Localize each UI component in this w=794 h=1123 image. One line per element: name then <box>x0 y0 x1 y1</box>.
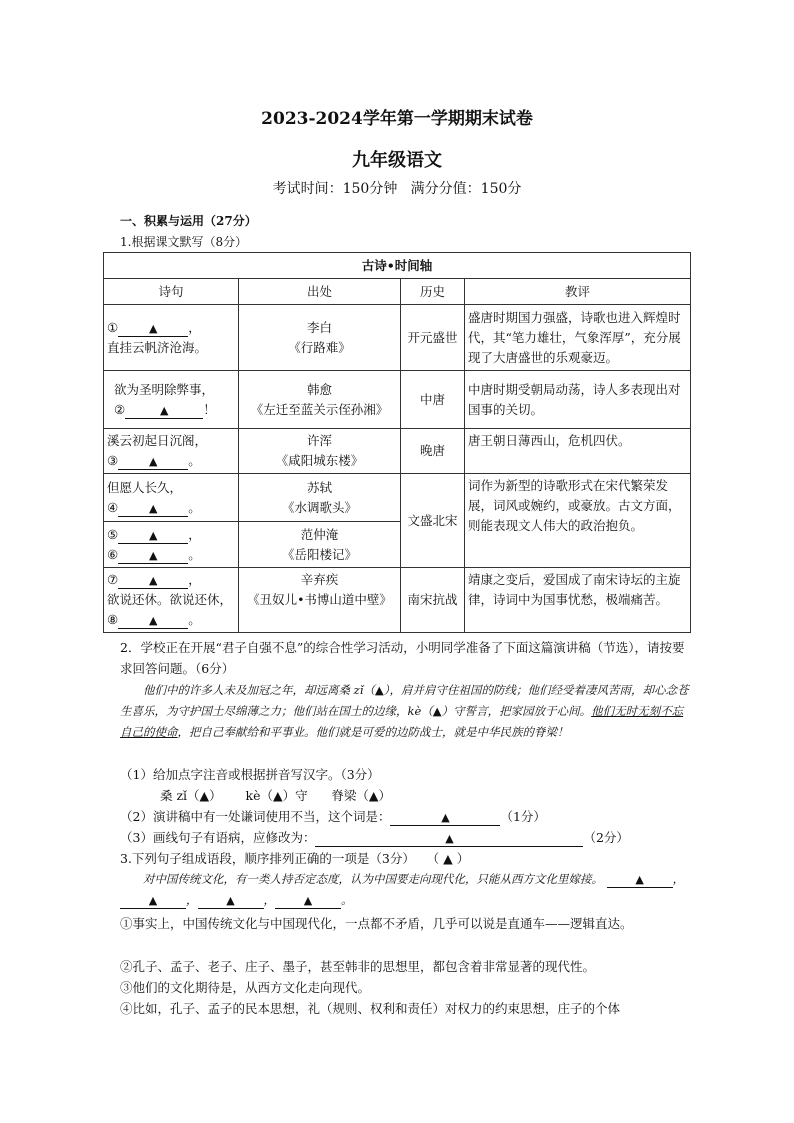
answer-blank[interactable]: ▲ <box>118 528 188 544</box>
table-row: ⑤ ▲ ， ⑥ ▲ 。 <box>104 522 239 568</box>
answer-blank[interactable]: ▲ <box>390 810 500 826</box>
answer-blank[interactable]: ▲ <box>118 501 188 517</box>
answer-blank[interactable]: ▲ <box>118 321 188 337</box>
section-heading: 一、积累与运用（27分） <box>120 214 257 228</box>
table-row: ⑦ ▲ ， 欲说还休。欲说还休， ⑧ ▲ 。 <box>104 568 239 633</box>
table-row: ① ▲ ， 直挂云帆济沧海。 <box>104 305 239 371</box>
option-3: ③他们的文化期待是，从西方文化走向现代。 <box>120 980 371 995</box>
table-caption: 古诗•时间轴 <box>104 253 691 279</box>
answer-blank[interactable]: ▲ <box>198 893 264 909</box>
table-row: 但愿人长久， ④ ▲ 。 <box>104 474 239 522</box>
exam-meta: 考试时间：150分钟 满分分值：150分 <box>272 181 522 197</box>
question-2-sub2: （2）演讲稿中有一处谦词使用不当，这个词是： ▲ （1分） <box>120 809 546 824</box>
question-3-lead: 对中国传统文化，有一类人持否定态度，认为中国要走向现代化，只能从西方文化里嫁接。 ▲ ，▲ ， ▲ ， ▲ 。 <box>120 869 690 911</box>
col-header-source: 出处 <box>239 279 401 305</box>
question-1-intro: 1.根据课文默写（8分） <box>120 235 248 249</box>
option-2: ②孔子、孟子、老子、庄子、墨子，甚至韩非的思想里，都包含着非常显著的现代性。 <box>120 959 596 974</box>
answer-bracket[interactable]: （ ▲ ） <box>432 851 470 866</box>
poem-timeline-table: 古诗•时间轴 诗句 出处 历史 教评 ① ▲ ， 直挂云帆济沧海。 李白 《行路难》 开元盛世 盛唐时期国力强盛，诗歌也进入辉煌时代，其“笔力雄壮，气象浑厚”，充分展现了大唐盛世的乐观豪迈。 欲为圣明除弊事， ② ▲ ！ 韩愈 《左迁至蓝关示侄孙湘》 中唐 中唐时期受朝局动荡，诗人多表现出对国事的关切。 溪云初起日沉阁， ③ ▲ 。 许浑 《咸阳城东楼》 晚唐 唐王朝日薄西山，危机四伏。 但愿人长久， ④ ▲ 。 苏轼 《水调歌头》 文盛北宋 词作为新型的诗歌形式在宋代繁荣发展，词风或婉约，或豪放。古文方面，则能表现文人伟大的政治抱负。 ⑤ ▲ ， ⑥ ▲ 。 范仲淹 《岳阳楼记》 ⑦ ▲ ， 欲说还休。欲说还休， ⑧ ▲ 。 辛弃疾 《丑奴儿•书博山道中壁》 南宋抗战 靖康之变后，爱国成了南宋诗坛的主旋律，诗词中为国事忧愁，极端痛苦。 <box>103 252 691 633</box>
option-1: ①事实上，中国传统文化与中国现代化，一点都不矛盾，几乎可以说是直通车——逻辑直达。 <box>120 916 633 931</box>
underlined-sentence: 他们无时无刻不忘自己的使命 <box>120 704 684 739</box>
answer-blank[interactable]: ▲ <box>607 872 673 888</box>
question-2-sub1: （1）给加点字注音或根据拼音写汉字。（3分） <box>120 767 380 782</box>
answer-blank[interactable]: ▲ <box>118 613 188 629</box>
col-header-verse: 诗句 <box>104 279 239 305</box>
option-4: ④比如，孔子、孟子的民本思想，礼（规则、权利和责任）对权力的约束思想，庄子的个体 <box>120 1001 621 1016</box>
answer-blank[interactable]: ▲ <box>118 454 188 470</box>
answer-blank[interactable]: ▲ <box>315 831 583 847</box>
answer-blank[interactable]: ▲ <box>275 893 341 909</box>
question-2-intro: 2．学校正在开展“君子自强不息”的综合性学习活动，小明同学准备了下面这篇演讲稿（节选），请按要求回答问题。（6分） <box>120 640 685 676</box>
question-2-sub1-items[interactable]: 桑 zǐ（▲） kè（▲）守 脊梁（▲） <box>160 788 392 803</box>
col-header-comment: 教评 <box>465 279 691 305</box>
answer-blank[interactable]: ▲ <box>118 573 188 589</box>
answer-blank[interactable]: ▲ <box>125 403 203 419</box>
answer-blank[interactable]: ▲ <box>118 548 188 564</box>
table-row: 欲为圣明除弊事， ② ▲ ！ <box>104 371 239 429</box>
question-2-sub3: （3）画线句子有语病，应修改为： ▲ （2分） <box>120 830 629 845</box>
answer-blank[interactable]: ▲ <box>120 893 186 909</box>
speech-passage: 他们中的许多人未及加冠之年，却远离桑 zǐ（▲），肩并肩守住祖国的防线；他们经受着凄风苦雨，却心念苍生喜乐，为守护国土尽绵薄之力；他们站在国土的边缘，kè（▲）守誓言，把家园放于心间。他们无时无刻不忘自己的使命，把自己奉献给和平事业。他们就是可爱的边防战士，就是中华民族的脊梁！ <box>120 683 689 739</box>
exam-title: 2023-2024学年第一学期期末试卷 <box>261 109 533 129</box>
exam-subtitle: 九年级语文 <box>352 150 442 171</box>
table-row: 溪云初起日沉阁， ③ ▲ 。 <box>104 429 239 474</box>
question-3-intro: 3.下列句子组成语段，顺序排列正确的一项是（3分） （ ▲ ） <box>120 851 470 866</box>
col-header-era: 历史 <box>401 279 465 305</box>
